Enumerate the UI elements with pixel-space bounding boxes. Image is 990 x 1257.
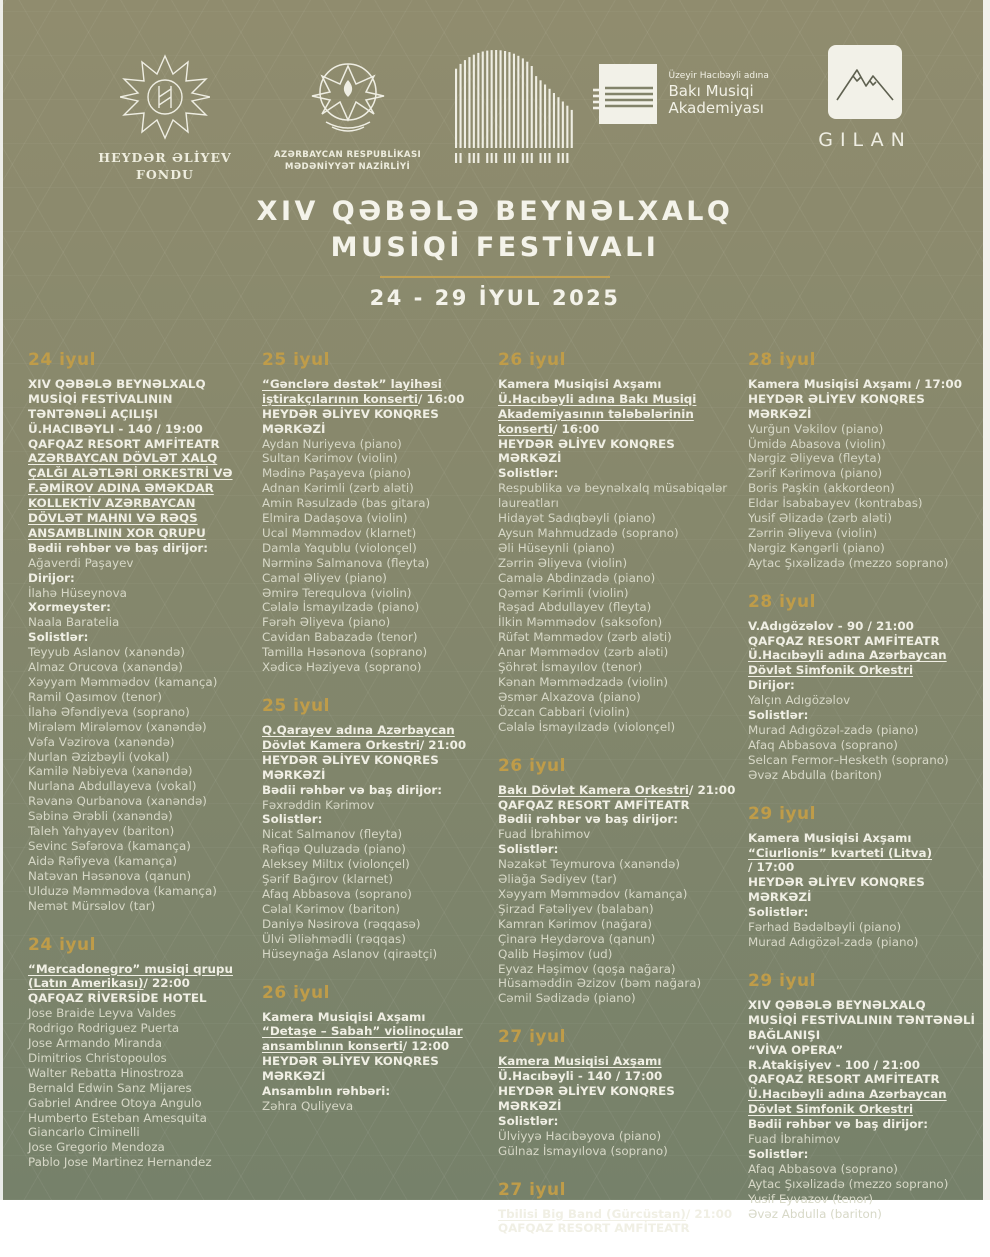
event-block (262, 983, 490, 1114)
event-person-line: Qalib Həşimov (ud) (498, 946, 613, 961)
event-person-line: Respublika və beynəlxalq müsabiqələr laureatları (498, 481, 728, 511)
event-person-line: Cəmil Sədizadə (piano) (498, 991, 636, 1006)
event-heading-line: Kamera Musiqisi Axşamı (748, 830, 912, 845)
event-person-line: Mirələm Mirələmov (xanəndə) (28, 719, 207, 734)
event-title-line: “Ciurlionis” kvarteti (Litva)/ 17:00 (748, 845, 933, 875)
gilan-caption: GILAN (818, 129, 912, 151)
event-person-line: Yusif Əlizadə (zərb aləti) (748, 511, 892, 526)
event-block (748, 592, 978, 783)
event-block (262, 350, 490, 675)
event-block (748, 350, 978, 571)
event-heading-line: QAFQAZ RESORT AMFİTEATR (498, 1221, 690, 1236)
event-person-line: Tamilla Həsənova (soprano) (262, 645, 428, 660)
title-divider (380, 276, 610, 278)
academy-caption-line2: Bakı Musiqi (668, 81, 754, 100)
event-person-line: Daniyə Nəsirova (rəqqasə) (262, 916, 421, 931)
gilan-mountain-icon (827, 44, 903, 120)
event-person-line: Ümidə Abasova (violin) (748, 436, 886, 451)
event-person-line: Pablo Jose Martinez Hernandez (28, 1155, 212, 1170)
event-heading-line: HEYDƏR ƏLİYEV KONQRES MƏRKƏZİ (748, 875, 925, 905)
event-person-line: Xəyyam Məmmədov (kamança) (28, 675, 218, 689)
event-heading-line: Solistlər: (498, 466, 559, 481)
event-person-line: Aidə Rəfiyeva (kamança) (28, 853, 178, 868)
academy-caption-line3: Akademiyası (668, 99, 764, 117)
event-title-line: Ü.Hacıbəyli adına Azərbaycan Dövlət Simfonik Orkestri (748, 648, 947, 678)
event-heading-line: HEYDƏR ƏLİYEV KONQRES MƏRKƏZİ (498, 436, 675, 466)
event-heading-line: Solistlər: (748, 708, 809, 723)
event-person-line: Əvəz Abdulla (bariton) (748, 1206, 882, 1221)
event-person-line: Ülviyyə Hacıbəyova (piano) (498, 1128, 662, 1143)
event-person-line: Natəvan Həsənova (qanun) (28, 868, 192, 883)
event-heading-line: QAFQAZ RESORT AMFİTEATR (498, 797, 690, 812)
event-person-line: Teyyub Aslanov (xanəndə) (28, 645, 185, 660)
academy-emblem-icon (593, 62, 657, 126)
event-date: 29 iyul (748, 803, 816, 824)
event-person-line: Çinarə Heydərova (qanun) (498, 931, 656, 946)
event-person-line: Əmirə Terequlova (violin) (262, 585, 412, 600)
title-block (0, 194, 990, 310)
event-heading-line: XIV QƏBƏLƏ BEYNƏLXALQ MUSİQİ FESTİVALININ TƏNTƏNƏLİ BAĞLANIŞI (748, 997, 975, 1042)
event-person-line: Hidayət Sadıqbəyli (piano) (498, 511, 656, 526)
program-column-4 (748, 350, 978, 1243)
event-person-line: Jose Gregorio Mendoza (28, 1140, 165, 1155)
event-person-line: Mədinə Paşayeva (piano) (262, 466, 412, 481)
event-person-line: Rəfiqə Quluzadə (piano) (262, 842, 406, 857)
event-person-line: Aydan Nuriyeva (piano) (262, 436, 402, 451)
event-person-line: Damla Yaqublu (violonçel) (262, 540, 417, 555)
event-heading-line: Ansamblın rəhbəri: (262, 1084, 391, 1099)
event-title-line: Bakı Dövlət Kamera Orkestri/ 21:00 (498, 782, 736, 797)
event-title-line: “Detaşe – Sabah” violinoçular ansamblının konserti/ 12:00 (262, 1024, 463, 1054)
event-person-line: Kamilə Nəbiyeva (xanəndə) (28, 764, 193, 779)
event-heading-line: HEYDƏR ƏLİYEV KONQRES MƏRKƏZİ (262, 406, 439, 436)
event-person-line: Fuad İbrahimov (748, 1132, 841, 1147)
event-person-line: Fuad İbrahimov (498, 827, 591, 842)
event-person-line: Murad Adıgözəl-zadə (piano) (748, 934, 919, 949)
event-person-line: Elmira Dadaşova (violin) (262, 511, 408, 526)
event-person-line: Şərif Bağırov (klarnet) (262, 872, 393, 887)
event-person-line: Nicat Salmanov (fleyta) (262, 827, 403, 842)
event-date: 25 iyul (262, 696, 330, 716)
fond-caption-line1: HEYDƏR ƏLİYEV (98, 150, 232, 165)
event-time: / 21:00 (419, 737, 467, 752)
event-heading-line: “VİVA OPERA” (748, 1042, 844, 1057)
event-person-line: Ramil Qasımov (tenor) (28, 689, 163, 704)
event-person-line: Naala Baratelia (28, 615, 120, 630)
event-date: 28 iyul (748, 349, 816, 370)
event-heading-line: QAFQAZ RİVERSİDE HOTEL (28, 991, 207, 1006)
event-person-line: Rodrigo Rodriguez Puerta (28, 1021, 180, 1036)
event-heading-line: Solistlər: (498, 1113, 559, 1128)
event-title-line: Ü.Hacıbəyli adına Azərbaycan Dövlət Simfonik Orkestri (748, 1087, 947, 1117)
event-person-line: Xəyyam Məmmədov (kamança) (498, 886, 688, 901)
heydar-aliyev-fondu-emblem-icon (120, 52, 210, 142)
event-heading-line: Dirijor: (28, 570, 75, 585)
event-person-line: Hüsaməddin Əzizov (bəm nağara) (498, 976, 702, 991)
event-title-line: Tbilisi Big Band (Gürcüstan)/ 21:00 (498, 1206, 733, 1221)
event-title-line: Kamera Musiqisi Axşamı (498, 1054, 662, 1069)
event-heading-line: Solistlər: (748, 1146, 809, 1161)
event-person-line: Aytac Şıxəlizadə (mezzo soprano) (748, 1176, 949, 1191)
baku-music-academy-logo (593, 62, 798, 126)
event-date: 27 iyul (498, 1027, 566, 1048)
event-person-line: Ulduzə Məmmədova (kamança) (28, 883, 217, 898)
event-person-line: Boris Paşkin (akkordeon) (748, 481, 895, 496)
program-grid (0, 310, 990, 1257)
event-person-line: Səbinə Ərəbli (xanəndə) (28, 809, 173, 824)
event-person-line: Kamran Kərimov (nağara) (498, 916, 653, 931)
event-time: / 16:00 (553, 421, 600, 436)
festival-title-line2: MUSİQİ FESTİVALI (330, 232, 660, 264)
event-date: 28 iyul (748, 591, 816, 612)
event-block (498, 1180, 740, 1237)
event-person-line: Humberto Esteban Amesquita (28, 1110, 207, 1125)
logo-row (0, 0, 990, 180)
event-date: 26 iyul (498, 349, 566, 370)
event-person-line: Almaz Orucova (xanəndə) (28, 660, 183, 675)
event-heading-line: XIV QƏBƏLƏ BEYNƏLXALQ MUSİQİ FESTİVALININ TƏNTƏNƏLİ AÇILIŞI (28, 376, 206, 421)
event-person-line: Adnan Kərimli (zərb aləti) (262, 481, 414, 496)
event-person-line: Yalçın Adıgözəlov (748, 693, 851, 708)
event-heading-line: HEYDƏR ƏLİYEV KONQRES MƏRKƏZİ (262, 1054, 439, 1084)
event-time: / 12:00 (402, 1039, 450, 1054)
event-person-line: Nərgiz Kəngərli (piano) (748, 540, 885, 555)
event-block (498, 756, 740, 1007)
event-person-line: Vurğun Vəkilov (piano) (748, 421, 884, 436)
event-time: / 21:00 (689, 782, 736, 797)
event-person-line: Aysun Mahmudzadə (soprano) (498, 525, 679, 540)
event-time: / 17:00 (748, 860, 795, 875)
event-person-line: Əvəz Abdulla (bariton) (748, 767, 882, 782)
event-person-line: İlkin Məmmədov (saksofon) (498, 615, 663, 630)
event-heading-line: Xormeyster: (28, 600, 111, 615)
event-person-line: Cəlalə İsmayılzadə (piano) (262, 600, 420, 615)
event-person-line: Anar Məmmədov (zərb aləti) (498, 645, 669, 660)
event-person-line: Xədicə Həziyeva (soprano) (262, 660, 422, 675)
event-person-line: Ülvi Əliəhmədli (rəqqas) (262, 931, 406, 946)
event-person-line: Əsmər Alxazova (piano) (498, 689, 641, 704)
event-heading-line: Bədii rəhbər və baş dirijor: (498, 812, 679, 827)
event-person-line: Nurlana Abdullayeva (vokal) (28, 779, 197, 794)
event-person-line: Özcan Cabbari (violin) (498, 704, 630, 719)
ministry-caption-line1: AZƏRBAYCAN RESPUBLİKASI (273, 150, 422, 160)
event-person-line: Bernald Edwin Sanz Mijares (28, 1080, 192, 1095)
event-person-line: Ağaverdi Paşayev (28, 555, 134, 570)
event-person-line: Afaq Abbasova (soprano) (748, 1161, 898, 1176)
gilan-logo (810, 44, 920, 151)
program-column-3 (498, 350, 740, 1257)
festival-piano-logo-icon (453, 36, 577, 170)
event-person-line: Nərgiz Əliyeva (fleyta) (748, 451, 882, 466)
event-person-line: Gülnaz İsmayılova (soprano) (498, 1143, 668, 1158)
event-person-line: Şöhrət İsmayılov (tenor) (498, 660, 643, 675)
event-heading-line: Kamera Musiqisi Axşamı (262, 1009, 426, 1024)
event-person-line: Aytac Şıxəlizadə (mezzo soprano) (748, 555, 949, 570)
event-person-line: Jose Braide Leyva Valdes (28, 1006, 177, 1021)
event-person-line: Cavidan Babazadə (tenor) (262, 630, 418, 645)
event-person-line: Rüfət Məmmədov (zərb aləti) (498, 630, 672, 645)
event-person-line: Zəhra Quliyeva (262, 1098, 354, 1113)
event-title-line: Ü.Hacıbəyli adına Bakı Musiqi Akademiyasının tələbələrinin konserti/ 16:00 (498, 391, 697, 436)
event-title-line: Q.Qarayev adına Azərbaycan Dövlət Kamera Orkestri/ 21:00 (262, 723, 467, 752)
event-person-line: Qəmər Kərimli (violin) (498, 585, 629, 600)
ministry-emblem-icon (302, 50, 394, 142)
photo-edge-right (983, 0, 990, 1200)
event-person-line: Əli Hüseynli (piano) (498, 540, 615, 555)
event-person-line: Nərminə Salmanova (fleyta) (262, 555, 430, 570)
festival-logo (450, 36, 580, 170)
festival-piano-logo-bars (455, 50, 573, 163)
ministry-caption-line2: MƏDƏNİYYƏT NAZİRLİYİ (284, 162, 411, 173)
event-heading-line: Solistlər: (28, 630, 89, 645)
event-date: 26 iyul (262, 982, 330, 1003)
event-block (28, 935, 254, 1171)
event-block (748, 804, 978, 950)
event-person-line: Gabriel Andree Otoya Angulo (28, 1095, 202, 1110)
program-column-2 (262, 350, 490, 1135)
event-heading-line: Bədii rəhbər və baş dirijor: (262, 782, 443, 797)
event-title-line: “Mercadonegro” musiqi qrupu (Latın Amerikası)/ 22:00 (28, 961, 233, 991)
ministry-logo (258, 50, 438, 174)
event-date: 27 iyul (498, 1179, 566, 1200)
event-heading-line: Ü.HACIBƏYLI - 140 / 19:00 (28, 421, 203, 436)
event-person-line: Hüseynağa Aslanov (qiraətçi) (262, 946, 438, 961)
event-date: 29 iyul (748, 970, 816, 991)
event-person-line: Zərif Kərimova (piano) (748, 466, 883, 481)
event-heading-line: Dirijor: (748, 678, 795, 693)
event-person-line: Rəşad Abdullayev (fleyta) (498, 600, 652, 615)
event-person-line: Giancarlo Ciminelli (28, 1125, 140, 1140)
event-person-line: Camalə Abdinzadə (piano) (498, 570, 656, 585)
event-person-line: İlahə Əfəndiyeva (soprano) (28, 704, 190, 719)
event-person-line: Afaq Abbasova (soprano) (748, 737, 898, 752)
event-person-line: Nəzakət Teymurova (xanəndə) (498, 857, 680, 872)
event-heading-line: QAFQAZ RESORT AMFİTEATR (748, 1072, 940, 1087)
event-date: 24 iyul (28, 349, 96, 370)
event-person-line: Nurlan Əzizbəyli (vokal) (28, 749, 170, 764)
event-person-line: Vəfa Vəzirova (xanəndə) (28, 734, 175, 749)
event-block (748, 971, 978, 1222)
heydar-aliyev-fondu-logo (85, 52, 245, 184)
event-person-line: Aleksey Miltıx (violonçel) (262, 857, 410, 872)
event-heading-line: Solistlər: (748, 905, 809, 920)
event-title-line: AZƏRBAYCAN DÖVLƏT XALQ ÇALĞI ALƏTLƏRİ ORKESTRİ VƏ F.ƏMİROV ADINA ƏMƏKDAR KOLLEKTİV AZƏRBAYCAN DÖVLƏT MAHNI VƏ RƏQS ANSAMBLININ XOR QRUPU (28, 451, 233, 540)
event-person-line: Kənan Məmmədzadə (violin) (498, 675, 669, 689)
event-heading-line: HEYDƏR ƏLİYEV KONQRES MƏRKƏZİ (748, 391, 925, 421)
event-block (28, 350, 254, 914)
event-person-line: Dimitrios Christopoulos (28, 1050, 167, 1065)
event-heading-line: Kamera Musiqisi Axşamı (498, 376, 662, 391)
event-block (498, 350, 740, 735)
event-date: 24 iyul (28, 934, 96, 955)
event-person-line: Zərrin Əliyeva (violin) (498, 555, 628, 570)
event-heading-line: QAFQAZ RESORT AMFİTEATR (748, 633, 940, 648)
event-heading-line: HEYDƏR ƏLİYEV KONQRES MƏRKƏZİ (498, 1084, 675, 1113)
photo-edge-left (0, 0, 3, 1200)
event-heading-line: Solistlər: (498, 842, 559, 857)
event-person-line: Cəlal Kərimov (bariton) (262, 901, 401, 916)
event-block (262, 696, 490, 962)
event-person-line: Zərrin Əliyeva (violin) (748, 525, 878, 540)
event-block (498, 1027, 740, 1158)
event-time: / 21:00 (685, 1206, 733, 1221)
event-time: / 22:00 (143, 976, 190, 991)
event-person-line: Eldar İsababayev (kontrabas) (748, 496, 923, 511)
event-person-line: İlahə Hüseynova (28, 585, 127, 600)
event-title-line: “Gənclərə dəstək” layihəsi iştirakçılarının konserti/ 16:00 (262, 376, 465, 406)
event-person-line: Eyvaz Həşimov (qoşa nağara) (498, 961, 676, 976)
event-person-line: Şirzad Fətəliyev (balaban) (498, 901, 654, 916)
event-heading-line: V.Adıgözəlov - 90 / 21:00 (748, 618, 914, 633)
event-person-line: Sevinc Səfərova (kamança) (28, 838, 191, 853)
event-person-line: Əliağa Sədiyev (tar) (498, 872, 617, 887)
event-person-line: Fəxrəddin Kərimov (262, 797, 375, 812)
event-heading-line: QAFQAZ RESORT AMFİTEATR (28, 436, 220, 451)
event-person-line: Taleh Yahyayev (bariton) (28, 824, 175, 839)
event-heading-line: Kamera Musiqisi Axşamı / 17:00 (748, 376, 962, 391)
event-person-line: Selcan Fermor–Hesketh (soprano) (748, 752, 949, 767)
event-person-line: Jose Armando Miranda (28, 1036, 163, 1051)
program-column-1 (28, 350, 254, 1191)
event-person-line: Fərəh Əliyeva (piano) (262, 615, 391, 630)
fond-caption-line2: FONDU (136, 166, 194, 182)
event-person-line: Murad Adıgözəl-zadə (piano) (748, 723, 919, 737)
festival-dates: 24 - 29 İYUL 2025 (369, 285, 621, 310)
festival-title-line1: XIV QƏBƏLƏ BEYNƏLXALQ (256, 196, 734, 227)
event-person-line: Ucal Məmmədov (klarnet) (262, 525, 417, 540)
event-person-line: Walter Rebatta Hinostroza (28, 1065, 184, 1080)
event-person-line: Cəlalə İsmayılzadə (violonçel) (498, 719, 676, 734)
event-person-line: Rəvanə Qurbanova (xanəndə) (28, 794, 207, 809)
event-date: 25 iyul (262, 349, 330, 370)
event-heading-line: HEYDƏR ƏLİYEV KONQRES MƏRKƏZİ (262, 752, 439, 782)
event-person-line: Nemət Mürsəlov (tar) (28, 898, 156, 913)
event-person-line: Sultan Kərimov (violin) (262, 451, 398, 466)
event-heading-line: Bədii rəhbər və baş dirijor: (748, 1117, 929, 1132)
event-heading-line: Solistlər: (262, 812, 323, 827)
event-person-line: Camal Əliyev (piano) (262, 570, 387, 585)
event-person-line: Afaq Abbasova (soprano) (262, 886, 412, 901)
event-person-line: Fərhad Bədəlbəyli (piano) (748, 920, 902, 935)
event-person-line: Amin Rəsulzadə (bas gitara) (262, 496, 431, 511)
event-heading-line: Bədii rəhbər və baş dirijor: (28, 540, 209, 555)
event-time: / 16:00 (418, 391, 465, 406)
event-heading-line: R.Atakişiyev - 100 / 21:00 (748, 1057, 921, 1072)
event-person-line: Yusif Eyvazov (tenor) (748, 1191, 874, 1206)
event-date: 26 iyul (498, 755, 566, 776)
event-heading-line: Ü.Hacıbəyli - 140 / 17:00 (498, 1069, 663, 1084)
academy-caption-line1: Üzeyir Hacıbəyli adına (668, 70, 769, 81)
